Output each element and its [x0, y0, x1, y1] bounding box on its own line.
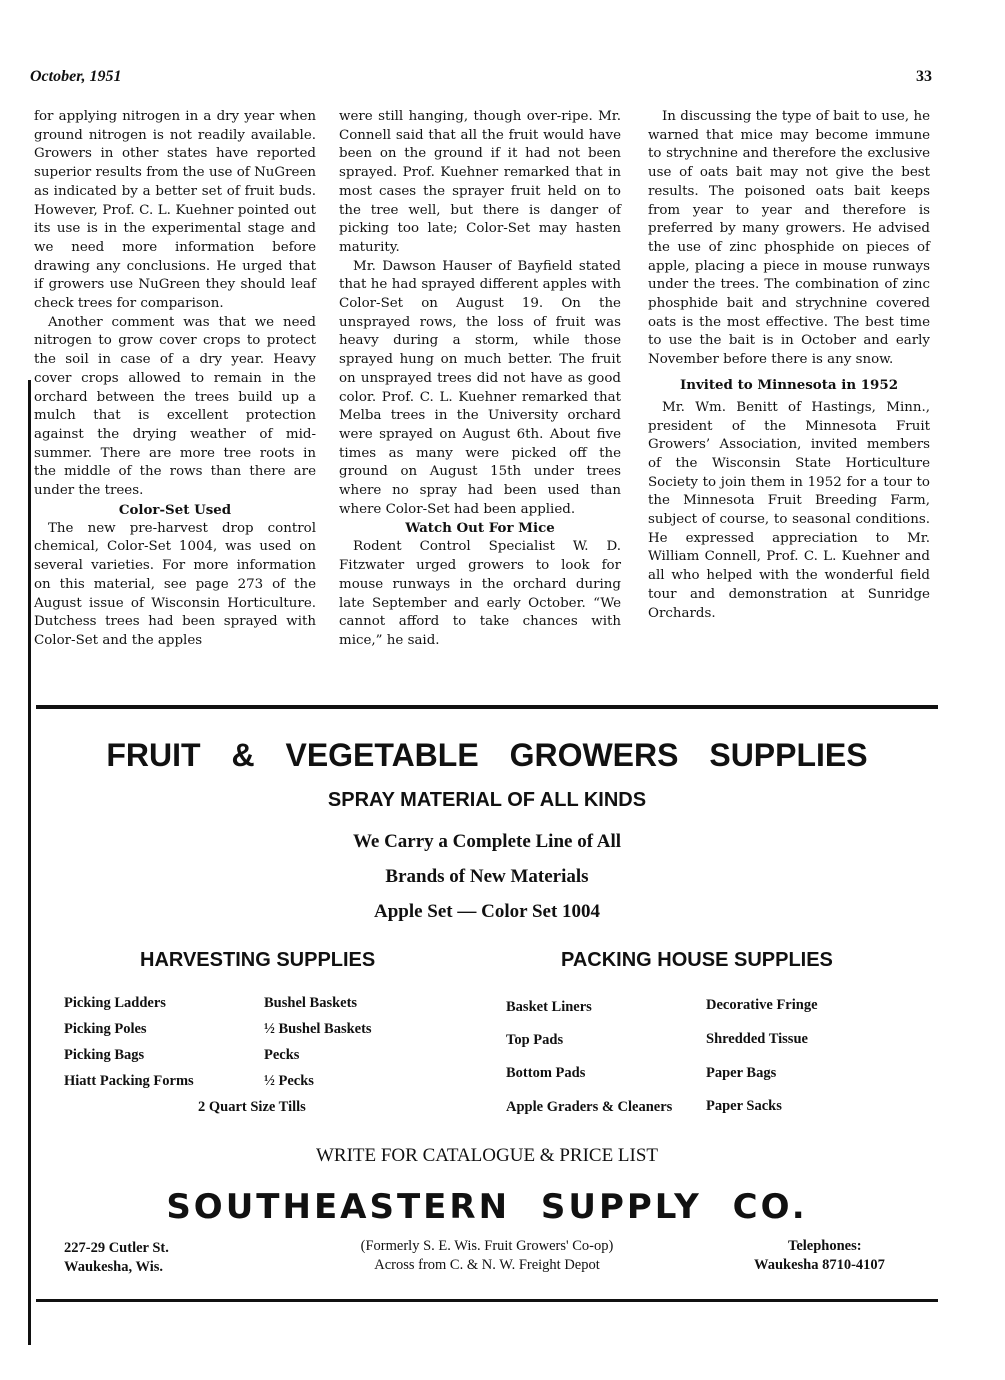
list-item: ½ Bushel Baskets: [264, 1021, 372, 1037]
paragraph: Mr. Dawson Hauser of Bayfield stated that he had sprayed different apples with Color-Set on August 19. On the unsprayed rows, the loss of fruit was heavy during a storm, while those sprayed hung on much better. The fruit on unsprayed trees did not have as good color. Prof. C. L. Kuehner remarked that Melba trees in the University orchard were sprayed on August 6th. About five times as many were picked off the ground on August 15th under trees where no spray had been used than where Color-Set had been applied.: [339, 258, 621, 517]
article-column-3: [648, 108, 930, 623]
page-number: 33: [916, 68, 932, 85]
list-item: Decorative Fringe: [706, 997, 818, 1013]
list-item: 2 Quart Size Tills: [198, 1099, 306, 1115]
phone-label: Telephones:: [788, 1238, 862, 1254]
article-column-2: [339, 108, 621, 651]
list-item: Picking Bags: [64, 1047, 145, 1063]
section-heading: Invited to Minnesota in 1952: [679, 376, 899, 393]
paragraph: Mr. Wm. Benitt of Hastings, Minn., president of the Minnesota Fruit Growers’ Association, invited members of the Wisconsin State Horticulture Society to join them in 1952 for a tour to the Minnesota Fruit Breeding Farm, subject of course, to seasonal conditions. He expressed appreciation to Mr. William Connell, Prof. C. L. Kuehner and all who helped with the wonderful field tour and demonstration at Sunridge Orchards.: [648, 399, 930, 621]
list-item: Paper Sacks: [706, 1098, 782, 1114]
list-item: Top Pads: [506, 1032, 564, 1048]
issue-date: October, 1951: [30, 68, 122, 85]
paragraph: Rodent Control Specialist W. D. Fitzwater urged growers to look for mouse runways in the orchard during late September and early October. “We cannot afford to take chances with mice,” he said.: [339, 539, 621, 648]
ad-line-1: We Carry a Complete Line of All: [352, 831, 622, 852]
paragraph: Another comment was that we need nitrogen to grow cover crops to protect the soil in case of a dry year. Heavy cover crops allowed to remain in the orchard between the trees build up a mulch that is excellent protection against the drying weather of mid-summer. There are more tree roots in the middle of the rows than there are under the trees.: [34, 314, 316, 499]
formerly-note: (Formerly S. E. Wis. Fruit Growers' Co-op): [360, 1238, 614, 1254]
left-margin-rule: [28, 380, 31, 1345]
list-item: Basket Liners: [506, 999, 592, 1015]
company-name: SOUTHEASTERN SUPPLY CO.: [166, 1187, 808, 1227]
location-note: Across from C. & N. W. Freight Depot: [374, 1257, 600, 1273]
paragraph: In discussing the type of bait to use, he warned that mice may become immune to strychnine and therefore the exclusive use of oats bait may not give the best results. The poisoned oats bait keeps from year to year and therefore is preferred by many growers. He advised the use of zinc phosphide on pieces of apple, placing a piece in mouse runways under the trees. The combination of zinc phosphide bait and strychnine covered oats is the most effective. The best time to use the bait is in October and early November before there is any snow.: [648, 109, 930, 368]
address-street: 227-29 Cutler St.: [64, 1240, 169, 1256]
packing-heading: PACKING HOUSE SUPPLIES: [561, 949, 833, 971]
harvesting-heading: HARVESTING SUPPLIES: [140, 949, 376, 971]
phone-number: Waukesha 8710-4107: [754, 1257, 885, 1273]
ad-title: FRUIT & VEGETABLE GROWERS SUPPLIES: [106, 737, 868, 773]
list-item: Pecks: [264, 1047, 300, 1063]
list-item: ½ Pecks: [264, 1073, 314, 1089]
paragraph: were still hanging, though over-ripe. Mr. Connell said that all the fruit would have been on the ground if it had not been sprayed. Prof. Kuehner remarked that in most cases the sprayer fruit held on to the tree well, but there is danger of picking too late; Color-Set may hasten maturity.: [339, 109, 621, 255]
section-heading: Color-Set Used: [118, 501, 232, 518]
ad-line-2: Brands of New Materials: [385, 866, 589, 887]
paragraph: The new pre-harvest drop control chemical, Color-Set 1004, was used on several varieties. For more information on this material, see page 273 of the August issue of Wisconsin Horticulture. Dutchess trees had been sprayed with Color-Set and the apples: [34, 520, 316, 648]
catalogue-notice: WRITE FOR CATALOGUE & PRICE LIST: [315, 1145, 659, 1166]
list-item: Apple Graders & Cleaners: [506, 1099, 673, 1115]
section-heading: Watch Out For Mice: [405, 520, 555, 537]
list-item: Bushel Baskets: [264, 995, 358, 1011]
paragraph: for applying nitrogen in a dry year when ground nitrogen is not readily available. Growers in other states have reported superior results from the use of NuGreen as indicated by a better set of fruit buds. However, Prof. C. L. Kuehner pointed out its use is in the experimental stage and we need more information before drawing any conclusions. He urged that if growers use NuGreen they should leaf check trees for comparison.: [34, 109, 316, 312]
ad-subtitle: SPRAY MATERIAL OF ALL KINDS: [327, 789, 647, 811]
list-item: Shredded Tissue: [706, 1031, 808, 1047]
list-item: Hiatt Packing Forms: [64, 1073, 194, 1089]
page-header: [30, 68, 932, 92]
list-item: Picking Poles: [64, 1021, 147, 1037]
list-item: Paper Bags: [706, 1065, 777, 1081]
article-column-1: [34, 108, 316, 651]
list-item: Bottom Pads: [506, 1065, 586, 1081]
list-item: Picking Ladders: [64, 995, 166, 1011]
ad-line-3: Apple Set — Color Set 1004: [373, 901, 601, 922]
address-city: Waukesha, Wis.: [64, 1259, 163, 1275]
supplies-advertisement: [36, 705, 938, 1302]
